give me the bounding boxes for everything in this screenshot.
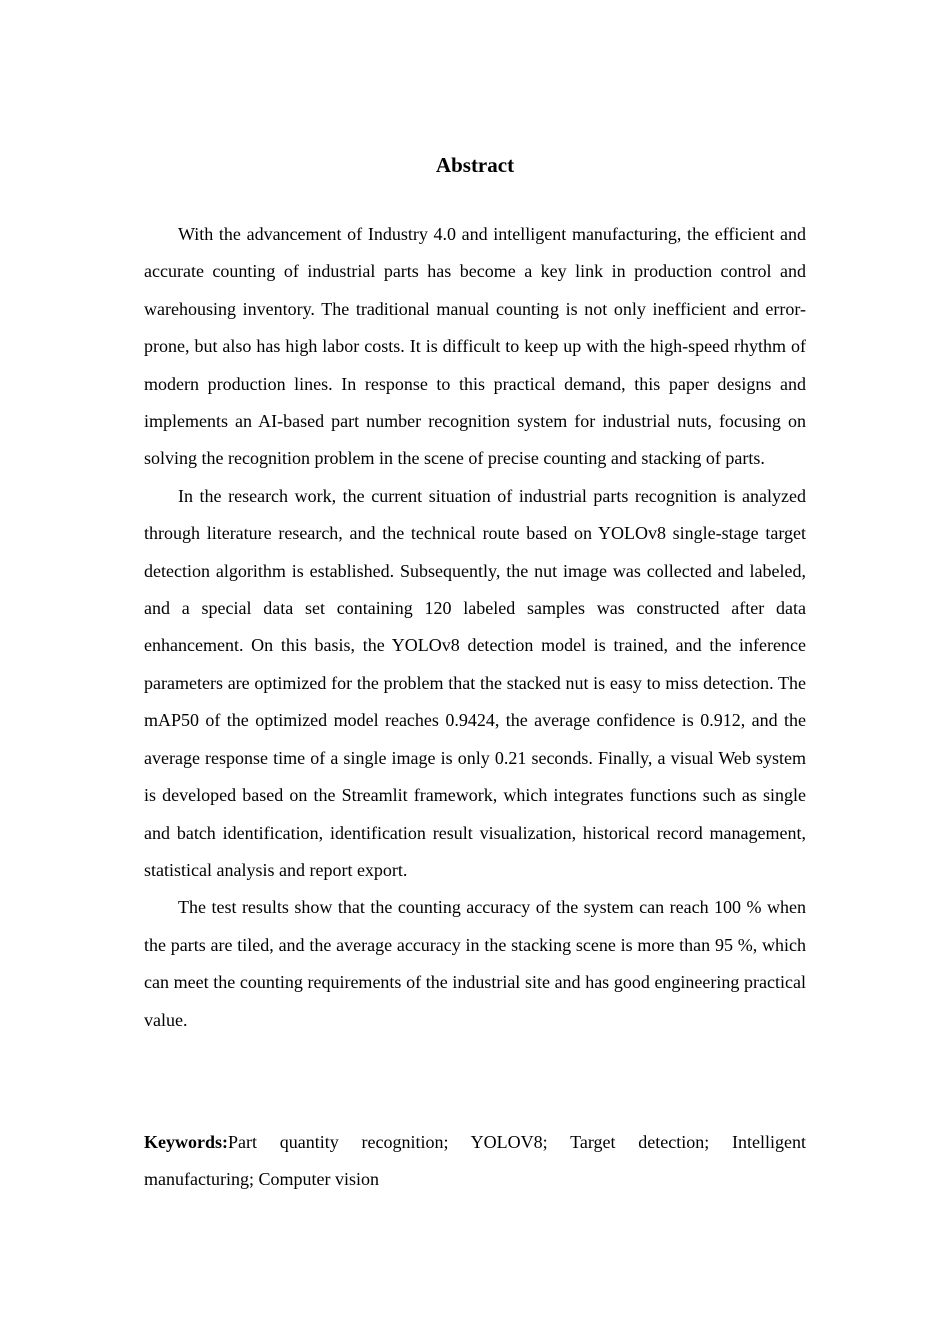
abstract-body — [144, 216, 806, 1039]
abstract-paragraph-2: In the research work, the current situation of industrial parts recognition is analyzed through literature research, and the technical route based on YOLOv8 single-stage target detection algorithm is established. Subsequently, the nut image was collected and labeled, and a special data set containing 120 labeled samples was constructed after data enhancement. On this basis, the YOLOv8 detection model is trained, and the inference parameters are optimized for the problem that the stacked nut is easy to miss detection. The mAP50 of the optimized model reaches 0.9424, the average confidence is 0.912, and the average response time of a single image is only 0.21 seconds. Finally, a visual Web system is developed based on the Streamlit framework, which integrates functions such as single and batch identification, identification result visualization, historical record management, statistical analysis and report export. — [144, 485, 806, 880]
keywords-line — [144, 1124, 806, 1199]
keywords-text: Part quantity recognition; YOLOV8; Target detection; Intelligent manufacturing; Computer vision — [144, 1132, 806, 1190]
abstract-paragraph-1: With the advancement of Industry 4.0 and intelligent manufacturing, the efficient and accurate counting of industrial parts has become a key link in production control and warehousing inventory. The traditional manual counting is not only inefficient and error-prone, but also has high labor costs. It is difficult to keep up with the high-speed rhythm of modern production lines. In response to this practical demand, this paper designs and implements an AI-based part number recognition system for industrial nuts, focusing on solving the recognition problem in the scene of precise counting and stacking of parts. — [144, 224, 806, 469]
abstract-title: Abstract — [435, 153, 515, 177]
keywords-label: Keywords: — [144, 1132, 228, 1152]
abstract-paragraph-3: The test results show that the counting accuracy of the system can reach 100 % when the parts are tiled, and the average accuracy in the stacking scene is more than 95 %, which can meet the counting requirements of the industrial site and has good engineering practical value. — [144, 897, 806, 1030]
